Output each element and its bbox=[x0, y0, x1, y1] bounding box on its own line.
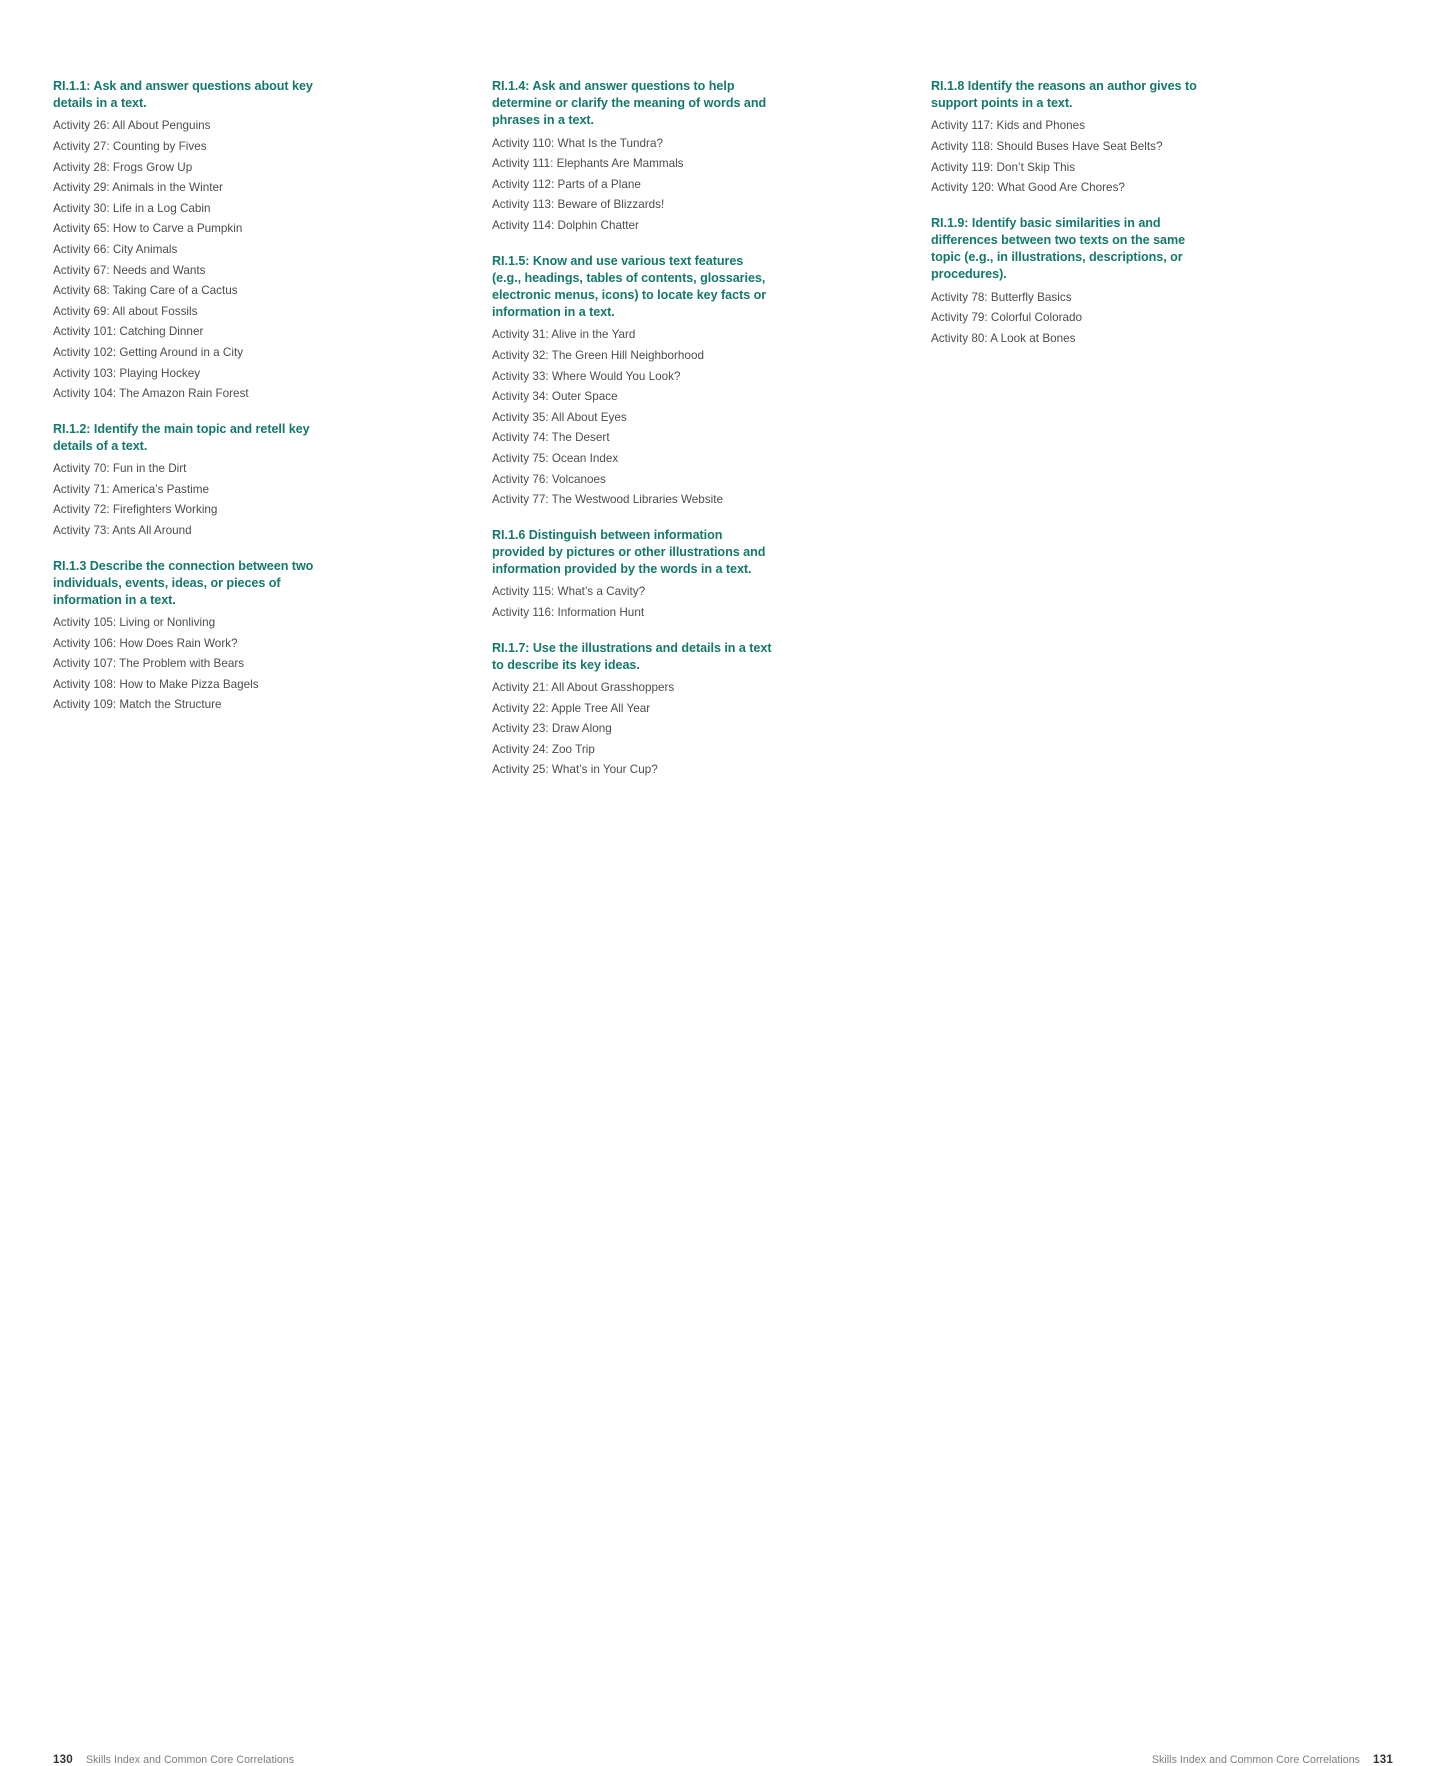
activity-item: Activity 116: Information Hunt bbox=[492, 605, 645, 619]
activity-item: Activity 119: Don’t Skip This bbox=[931, 160, 1076, 174]
activity-item: Activity 67: Needs and Wants bbox=[53, 263, 206, 277]
activity-item: Activity 118: Should Buses Have Seat Belts? bbox=[931, 140, 1163, 153]
text-column bbox=[492, 78, 774, 781]
standard-heading: RI.1.3 Describe the connection between two individuals, events, ideas, or pieces of information in a text. bbox=[53, 558, 314, 607]
activity-item: Activity 71: America’s Pastime bbox=[53, 482, 209, 496]
standard-section bbox=[53, 421, 335, 542]
activity-item: Activity 35: All About Eyes bbox=[492, 410, 627, 424]
activity-item: Activity 73: Ants All Around bbox=[53, 523, 192, 537]
activity-list bbox=[53, 116, 335, 404]
activity-item: Activity 31: Alive in the Yard bbox=[492, 328, 636, 342]
activity-list bbox=[492, 582, 774, 623]
activity-list bbox=[492, 134, 774, 237]
activity-item: Activity 111: Elephants Are Mammals bbox=[492, 157, 684, 171]
folio-right: 131 bbox=[1373, 1753, 1393, 1766]
activity-item: Activity 34: Outer Space bbox=[492, 390, 618, 404]
footer-label-right: Skills Index and Common Core Correlations bbox=[1151, 1754, 1361, 1766]
activity-item: Activity 65: How to Carve a Pumpkin bbox=[53, 222, 243, 236]
page-footer bbox=[0, 874, 1445, 1766]
activity-item: Activity 74: The Desert bbox=[492, 431, 610, 445]
activity-list bbox=[53, 613, 335, 716]
standard-heading: RI.1.4: Ask and answer questions to help determine or clarify the meaning of words and phrases in a text. bbox=[492, 79, 767, 128]
activity-item: Activity 77: The Westwood Libraries Website bbox=[492, 493, 724, 507]
activity-item: Activity 80: A Look at Bones bbox=[931, 331, 1076, 345]
activity-item: Activity 22: Apple Tree All Year bbox=[492, 701, 651, 715]
activity-item: Activity 69: All about Fossils bbox=[53, 304, 198, 318]
activity-item: Activity 29: Animals in the Winter bbox=[53, 181, 223, 195]
standard-section bbox=[931, 78, 1213, 199]
activity-list bbox=[492, 678, 774, 781]
activity-item: Activity 114: Dolphin Chatter bbox=[492, 218, 639, 232]
activity-item: Activity 32: The Green Hill Neighborhood bbox=[492, 348, 704, 362]
standard-heading: RI.1.5: Know and use various text features (e.g., headings, tables of contents, glossaries, electronic menus, icons) to locate key facts or information in a text. bbox=[492, 253, 767, 320]
activity-item: Activity 108: How to Make Pizza Bagels bbox=[53, 677, 259, 691]
activity-item: Activity 106: How Does Rain Work? bbox=[53, 636, 238, 650]
activity-list bbox=[931, 288, 1213, 350]
activity-item: Activity 104: The Amazon Rain Forest bbox=[53, 387, 249, 401]
activity-item: Activity 21: All About Grasshoppers bbox=[492, 680, 675, 694]
standard-section bbox=[53, 78, 335, 405]
standard-section bbox=[492, 78, 774, 237]
activity-item: Activity 30: Life in a Log Cabin bbox=[53, 201, 211, 215]
standard-heading: RI.1.9: Identify basic similarities in and differences between two texts on the same topic (e.g., in illustrations, descriptions, or procedures). bbox=[931, 215, 1186, 282]
standard-section bbox=[492, 253, 774, 511]
standard-section bbox=[492, 527, 774, 624]
folio-left: 130 bbox=[53, 1753, 73, 1766]
activity-item: Activity 105: Living or Nonliving bbox=[53, 616, 216, 630]
activity-list bbox=[53, 459, 335, 541]
footer-label-left: Skills Index and Common Core Correlations bbox=[85, 1754, 295, 1766]
activity-item: Activity 26: All About Penguins bbox=[53, 119, 211, 133]
text-column bbox=[53, 78, 335, 716]
standard-heading: RI.1.6 Distinguish between information provided by pictures or other illustrations and information provided by the words in a text. bbox=[492, 527, 766, 577]
activity-item: Activity 75: Ocean Index bbox=[492, 451, 619, 465]
activity-item: Activity 117: Kids and Phones bbox=[931, 119, 1086, 133]
standard-section bbox=[931, 215, 1213, 350]
activity-item: Activity 23: Draw Along bbox=[492, 722, 612, 736]
activity-item: Activity 68: Taking Care of a Cactus bbox=[53, 284, 238, 298]
activity-item: Activity 33: Where Would You Look? bbox=[492, 369, 681, 383]
correlations-columns bbox=[53, 78, 1393, 781]
activity-item: Activity 25: What’s in Your Cup? bbox=[492, 763, 658, 777]
activity-item: Activity 115: What’s a Cavity? bbox=[492, 585, 646, 599]
activity-item: Activity 109: Match the Structure bbox=[53, 698, 222, 712]
activity-item: Activity 113: Beware of Blizzards! bbox=[492, 198, 665, 212]
activity-item: Activity 66: City Animals bbox=[53, 242, 178, 256]
activity-item: Activity 76: Volcanoes bbox=[492, 472, 606, 486]
activity-item: Activity 107: The Problem with Bears bbox=[53, 657, 245, 671]
activity-item: Activity 70: Fun in the Dirt bbox=[53, 462, 187, 476]
activity-item: Activity 103: Playing Hockey bbox=[53, 366, 201, 380]
activity-item: Activity 79: Colorful Colorado bbox=[931, 311, 1083, 325]
standard-heading: RI.1.7: Use the illustrations and details in a text to describe its key ideas. bbox=[492, 640, 772, 672]
activity-item: Activity 112: Parts of a Plane bbox=[492, 177, 641, 191]
activity-item: Activity 72: Firefighters Working bbox=[53, 503, 218, 517]
activity-item: Activity 27: Counting by Fives bbox=[53, 140, 207, 153]
activity-item: Activity 101: Catching Dinner bbox=[53, 325, 204, 339]
standard-heading: RI.1.1: Ask and answer questions about key details in a text. bbox=[53, 79, 313, 111]
activity-item: Activity 102: Getting Around in a City bbox=[53, 345, 244, 359]
activity-list bbox=[492, 325, 774, 510]
activity-item: Activity 120: What Good Are Chores? bbox=[931, 181, 1125, 195]
activity-item: Activity 110: What Is the Tundra? bbox=[492, 136, 663, 150]
activity-list bbox=[931, 116, 1213, 198]
footer-right-page bbox=[1152, 1753, 1393, 1766]
activity-item: Activity 78: Butterfly Basics bbox=[931, 290, 1072, 304]
footer-left-page bbox=[53, 1753, 294, 1766]
standard-section bbox=[53, 558, 335, 717]
standard-section bbox=[492, 640, 774, 781]
activity-item: Activity 24: Zoo Trip bbox=[492, 742, 595, 756]
activity-item: Activity 28: Frogs Grow Up bbox=[53, 160, 193, 174]
standard-heading: RI.1.2: Identify the main topic and retell key details of a text. bbox=[53, 421, 310, 453]
standard-heading: RI.1.8 Identify the reasons an author gives to support points in a text. bbox=[931, 79, 1197, 111]
text-column bbox=[931, 78, 1213, 349]
